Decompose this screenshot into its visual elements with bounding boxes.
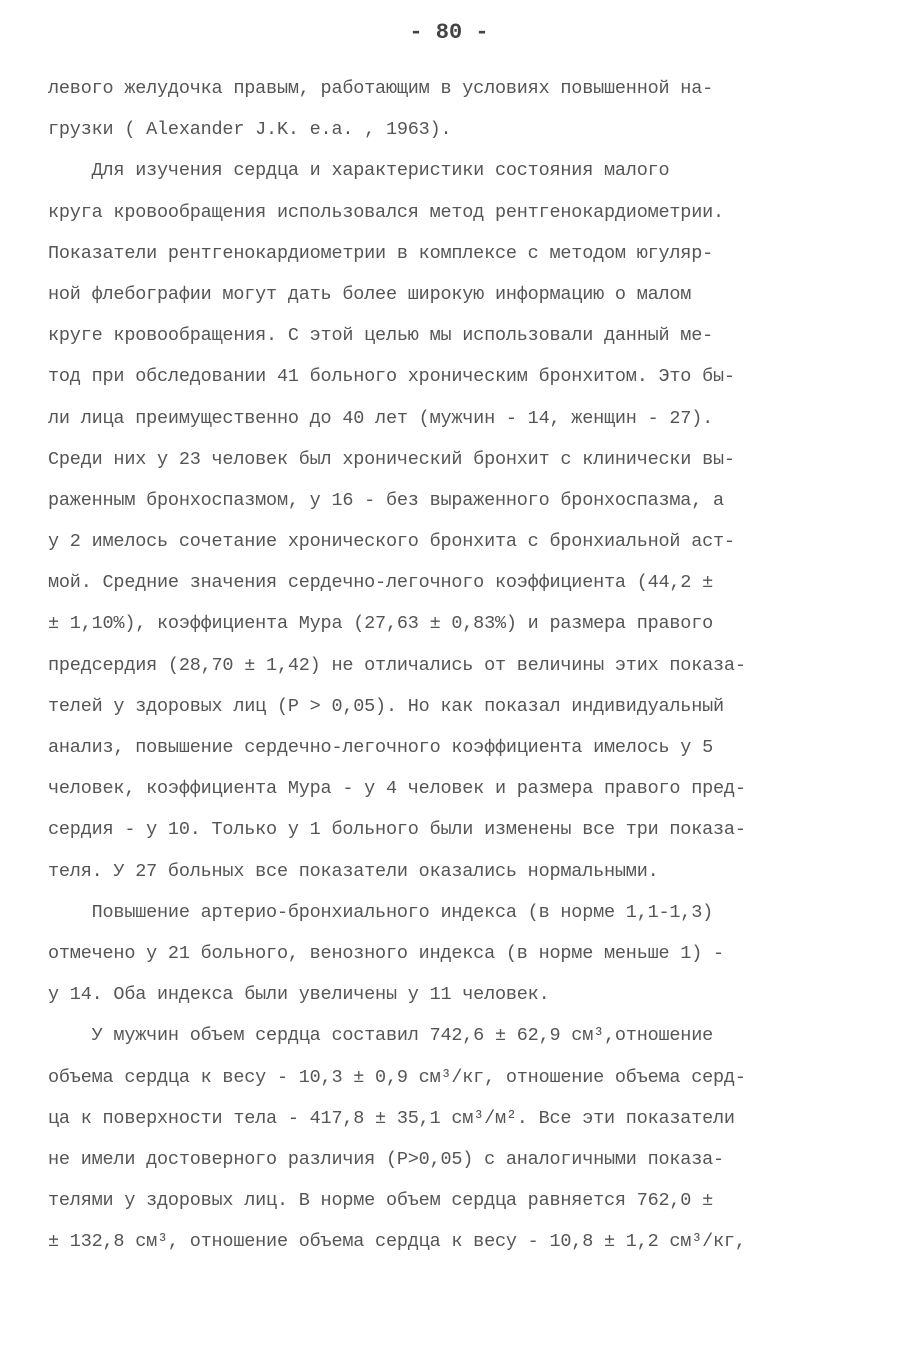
text-line: мой. Средние значения сердечно-легочного коэффициента (44,2 ± [48, 572, 714, 594]
text-line: ной флебографии могут дать более широкую информацию о малом [48, 283, 692, 305]
text-line: ца к поверхности тела - 417,8 ± 35,1 см³/м². Все эти показатели [48, 1107, 735, 1129]
text-line: У мужчин объем сердца составил 742,6 ± 62,9 см³,отношение [48, 1025, 714, 1047]
body-text [48, 68, 848, 1262]
text-line: телей у здоровых лиц (Р > 0,05). Но как показал индивидуальный [48, 695, 724, 717]
text-line: раженным бронхоспазмом, у 16 - без выраженного бронхоспазма, а [48, 489, 724, 511]
text-line: отмечено у 21 больного, венозного индекса (в норме меньше 1) - [48, 942, 724, 964]
text-line: у 14. Оба индекса были увеличены у 11 человек. [48, 984, 550, 1006]
text-line: грузки ( Alexander J.K. e.a. , 1963). [48, 119, 452, 141]
text-line: сердия - у 10. Только у 1 больного были изменены все три показа- [48, 819, 746, 841]
text-line: человек, коэффициента Мура - у 4 человек и размера правого пред- [48, 778, 746, 800]
text-line: объема сердца к весу - 10,3 ± 0,9 см³/кг, отношение объема серд- [48, 1066, 746, 1088]
text-line: Повышение артерио-бронхиального индекса (в норме 1,1-1,3) [48, 901, 714, 923]
text-line: тод при обследовании 41 больного хроническим бронхитом. Это бы- [48, 366, 735, 388]
page-number: - 80 - [409, 20, 489, 45]
text-line: ± 1,10%), коэффициента Мура (27,63 ± 0,83%) и размера правого [48, 613, 714, 635]
text-line: теля. У 27 больных все показатели оказались нормальными. [48, 860, 659, 882]
text-line: ли лица преимущественно до 40 лет (мужчин - 14, женщин - 27). [48, 407, 714, 429]
text-line: не имели достоверного различия (Р>0,05) с аналогичными показа- [48, 1148, 724, 1170]
text-line: у 2 имелось сочетание хронического бронхита с бронхиальной аст- [48, 531, 735, 553]
text-line: ± 132,8 см³, отношение объема сердца к весу - 10,8 ± 1,2 см³/кг, [48, 1231, 746, 1253]
text-line: телями у здоровых лиц. В норме объем сердца равняется 762,0 ± [48, 1190, 714, 1212]
text-line: анализ, повышение сердечно-легочного коэффициента имелось у 5 [48, 737, 714, 758]
text-line: Для изучения сердца и характеристики состояния малого [48, 160, 670, 182]
text-line: Среди них у 23 человек был хронический бронхит с клинически вы- [48, 448, 735, 470]
text-line: предсердия (28,70 ± 1,42) не отличались от величины этих показа- [48, 654, 746, 676]
text-line: круге кровообращения. С этой целью мы использовали данный ме- [48, 325, 714, 347]
text-line: левого желудочка правым, работающим в условиях повышенной на- [48, 78, 714, 99]
text-line: круга кровообращения использовался метод рентгенокардиометрии. [48, 201, 724, 223]
text-line: Показатели рентгенокардиометрии в комплексе с методом югуляр- [48, 242, 714, 264]
